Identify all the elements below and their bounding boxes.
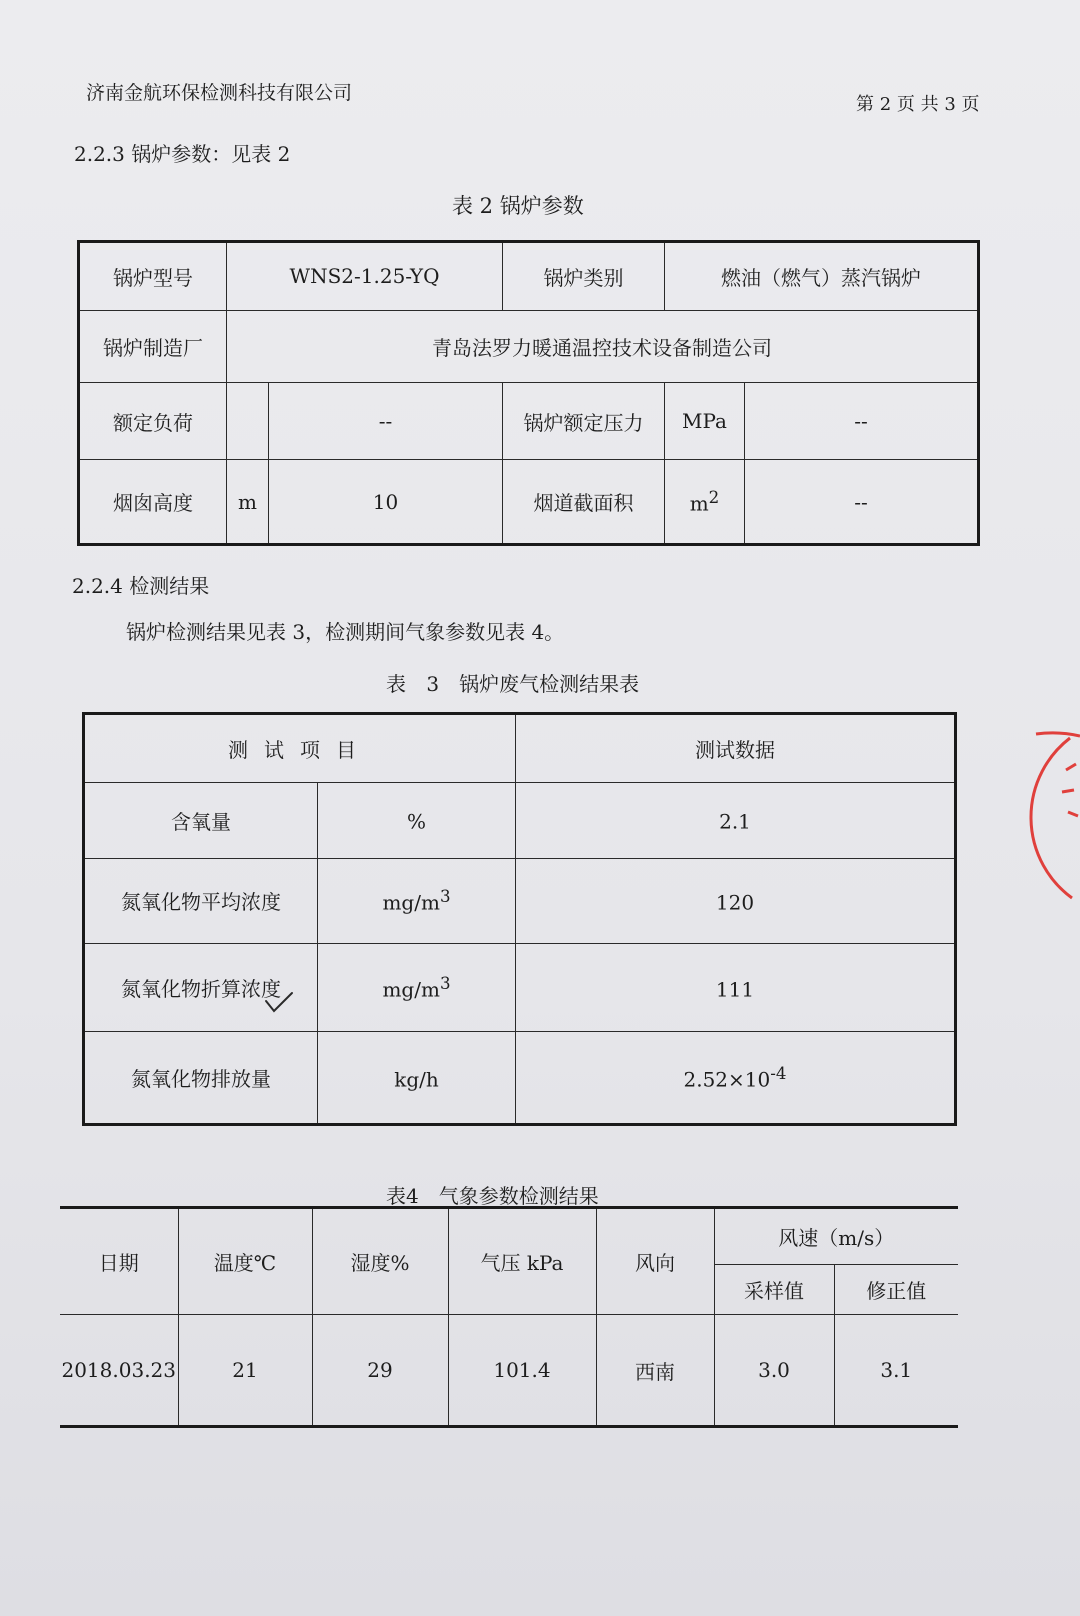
- section-2-2-4-heading: 2.2.4 检测结果: [72, 574, 210, 598]
- test-value-cell: [516, 1032, 956, 1125]
- value-exponent: -4: [770, 1063, 787, 1083]
- unit-text: mg/m: [382, 890, 440, 915]
- boiler-type-label: 锅炉类别: [503, 242, 665, 311]
- wind-speed-header: 风速（m/s）: [714, 1208, 958, 1265]
- table2-caption: 表 2 锅炉参数: [452, 194, 584, 218]
- rated-load-unit: [227, 383, 269, 460]
- corrected-value-header: 修正值: [834, 1264, 958, 1315]
- exhaust-results-table: [82, 712, 957, 1126]
- unit-text: %: [406, 810, 426, 835]
- table-row: [60, 1208, 958, 1265]
- chimney-height-unit: m: [227, 460, 269, 545]
- company-name: 济南金航环保检测科技有限公司: [86, 82, 353, 104]
- rated-load-label: 额定负荷: [79, 383, 227, 460]
- test-unit-cell: [318, 782, 516, 859]
- rated-load-value: --: [269, 383, 503, 460]
- page-number: 第 2 页 共 3 页: [856, 94, 980, 115]
- weather-parameters-table: [60, 1206, 958, 1428]
- rated-pressure-unit: MPa: [665, 383, 745, 460]
- corrected-value-cell: 3.1: [834, 1315, 958, 1427]
- date-header: 日期: [60, 1208, 178, 1315]
- results-paragraph: 锅炉检测结果见表 3，检测期间气象参数见表 4。: [126, 620, 565, 644]
- rated-pressure-label: 锅炉额定压力: [503, 383, 665, 460]
- flue-area-unit: [665, 460, 745, 545]
- boiler-parameters-table: [77, 240, 980, 546]
- temperature-cell: 21: [178, 1315, 312, 1427]
- sample-value-header: 采样值: [714, 1264, 834, 1315]
- test-item-header: 测试项目: [84, 714, 516, 783]
- date-cell: 2018.03.23: [60, 1315, 178, 1427]
- boiler-maker-label: 锅炉制造厂: [79, 310, 227, 383]
- temperature-header: 温度℃: [178, 1208, 312, 1315]
- wind-direction-header: 风向: [596, 1208, 714, 1315]
- table-row: [79, 383, 979, 460]
- air-pressure-header: 气压 kPa: [448, 1208, 596, 1315]
- test-unit-cell: [318, 1032, 516, 1125]
- test-item-cell: 含氧量: [84, 782, 318, 859]
- unit-text: mg/m: [382, 977, 440, 1002]
- air-pressure-cell: 101.4: [448, 1315, 596, 1427]
- unit-exponent: 3: [439, 973, 451, 993]
- chimney-height-value: 10: [269, 460, 503, 545]
- table-row: [79, 310, 979, 383]
- unit-text: kg/h: [394, 1067, 439, 1092]
- test-unit-cell: [318, 859, 516, 944]
- flue-area-value: --: [745, 460, 979, 545]
- test-value-cell: [516, 782, 956, 859]
- table-row: [84, 1032, 956, 1125]
- table-row: [79, 460, 979, 545]
- checkmark-icon: [264, 990, 294, 1014]
- table-row: [84, 782, 956, 859]
- value-text: 120: [715, 890, 755, 915]
- value-text: 2.52×10: [683, 1067, 771, 1092]
- test-item-cell: 氮氧化物折算浓度: [84, 943, 318, 1032]
- red-seal-stamp-icon: [1026, 720, 1080, 920]
- table4-caption: 表4 气象参数检测结果: [386, 1184, 599, 1208]
- flue-area-unit-base: m: [689, 491, 709, 516]
- flue-area-label: 烟道截面积: [503, 460, 665, 545]
- table-row: [79, 242, 979, 311]
- boiler-type-value: 燃油（燃气）蒸汽锅炉: [665, 242, 979, 311]
- test-unit-cell: [318, 943, 516, 1032]
- table3-caption: 表 3 锅炉废气检测结果表: [386, 672, 640, 696]
- table-row: [84, 943, 956, 1032]
- boiler-model-label: 锅炉型号: [79, 242, 227, 311]
- rated-pressure-value: --: [745, 383, 979, 460]
- test-value-cell: [516, 943, 956, 1032]
- table-row: [60, 1315, 958, 1427]
- boiler-model-value: WNS2-1.25-YQ: [227, 242, 503, 311]
- humidity-cell: 29: [312, 1315, 448, 1427]
- test-data-header: 测试数据: [516, 714, 956, 783]
- flue-area-unit-exponent: 2: [708, 487, 720, 507]
- test-item-cell: 氮氧化物平均浓度: [84, 859, 318, 944]
- table-row: [84, 714, 956, 783]
- humidity-header: 湿度%: [312, 1208, 448, 1315]
- boiler-maker-value: 青岛法罗力暖通温控技术设备制造公司: [227, 310, 979, 383]
- value-text: 111: [715, 977, 755, 1002]
- table-row: [84, 859, 956, 944]
- sample-value-cell: 3.0: [714, 1315, 834, 1427]
- chimney-height-label: 烟囱高度: [79, 460, 227, 545]
- test-item-cell: 氮氧化物排放量: [84, 1032, 318, 1125]
- unit-exponent: 3: [439, 887, 451, 907]
- test-value-cell: [516, 859, 956, 944]
- section-2-2-3-heading: 2.2.3 锅炉参数：见表 2: [74, 142, 291, 166]
- wind-direction-cell: 西南: [596, 1315, 714, 1427]
- value-text: 2.1: [719, 810, 751, 835]
